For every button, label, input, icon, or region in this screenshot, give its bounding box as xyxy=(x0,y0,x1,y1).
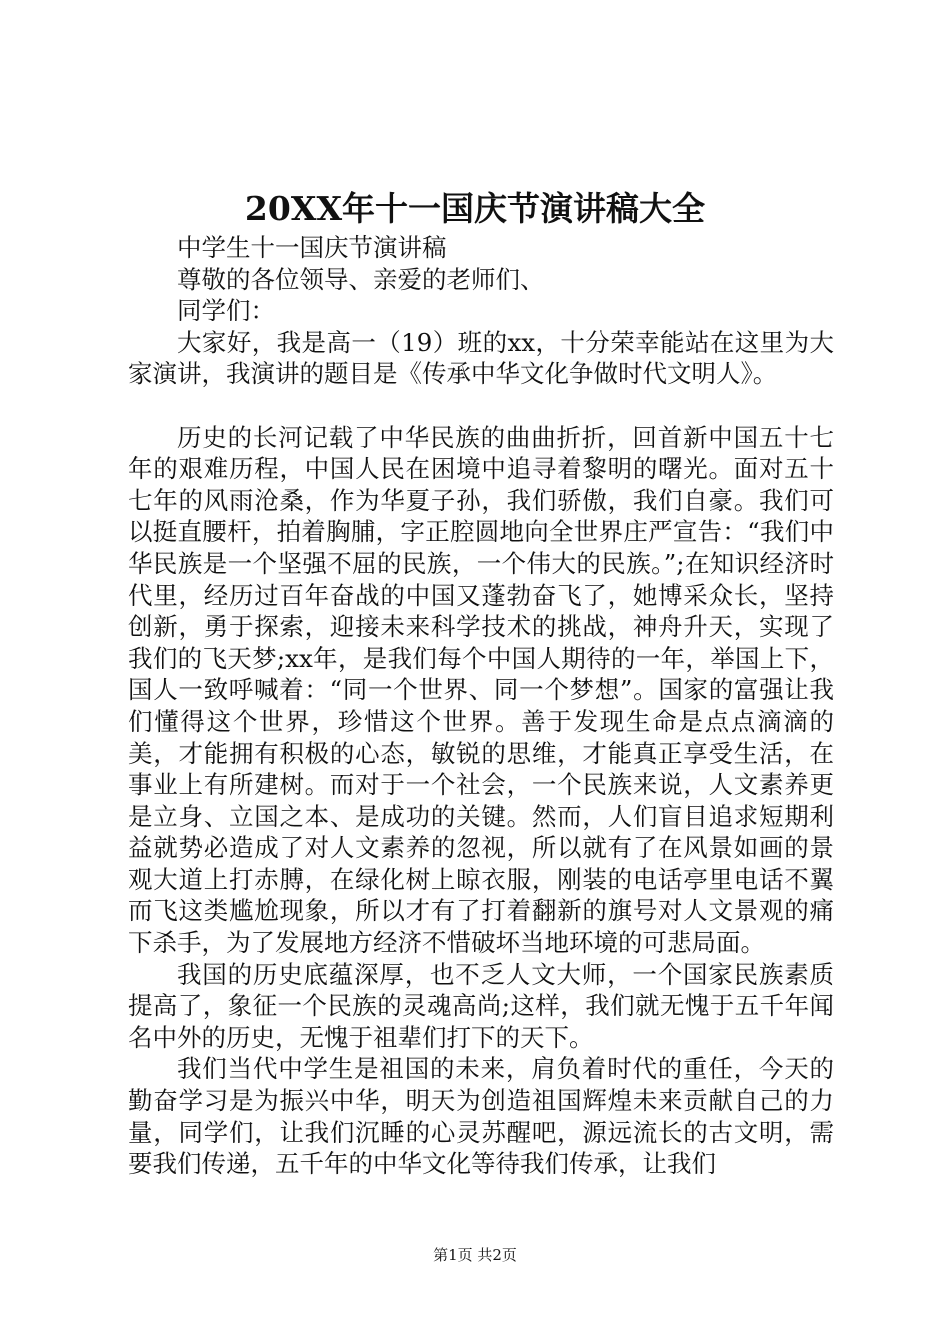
paragraph-salutation-1: 尊敬的各位领导、亲爱的老师们、 xyxy=(177,264,545,294)
paragraph-salutation-2: 同学们： xyxy=(177,296,275,326)
paragraph-history: 历史的长河记载了中华民族的曲曲折折，回首新中国五十七年的艰难历程，中国人民在困境中追寻着黎明的曙光。面对五十七年的风雨沧桑，作为华夏子孙，我们骄傲，我们自豪。我们可以挺直腰杆，拍着胸脯，字正腔圆地向全世界庄严宣告：“我们中华民族是一个坚强不屈的民族，一个伟大的民族。”;在知识经济时代里，经历过百年奋战的中国又蓬勃奋飞了，她博采众长，坚持创新，勇于探索，迎接未来科学技术的挑战，神舟升天，实现了我们的飞天梦;xx年，是我们每个中国人期待的一年，举国上下，国人一致呼喊着：“同一个世界、同一个梦想”。国家的富强让我们懂得这个世界，珍惜这个世界。善于发现生命是点点滴滴的美，才能拥有积极的心态，敏锐的思维，才能真正享受生活，在事业上有所建树。而对于一个社会，一个民族来说，人文素养更是立身、立国之本、是成功的关键。然而，人们盲目追求短期利益就势必造成了对人文素养的忽视，所以就有了在风景如画的景观大道上打赤膊，在绿化树上晾衣服，刚装的电话亭里电话不翼而飞这类尴尬现象，所以才有了打着翻新的旗号对人文景观的痛下杀手，为了发展地方经济不惜破坏当地环境的可悲局面。 xyxy=(128,422,834,958)
paragraph-subtitle: 中学生十一国庆节演讲稿 xyxy=(177,233,447,262)
document-title: 20XX年十一国庆节演讲稿大全 xyxy=(244,189,706,228)
paragraph-greeting: 大家好，我是高一（19）班的xx，十分荣幸能站在这里为大家演讲，我演讲的题目是《传承中华文化争做时代文明人》。 xyxy=(128,327,834,389)
paragraph-students: 我们当代中学生是祖国的未来，肩负着时代的重任，今天的勤奋学习是为振兴中华，明天为创造祖国辉煌未来贡献自己的力量，同学们，让我们沉睡的心灵苏醒吧，源远流长的古文明，需要我们传递，五千年的中华文化等待我们传承，让我们 xyxy=(128,1054,834,1179)
document-body xyxy=(128,232,834,1180)
page-footer: 第1页 共2页 xyxy=(433,1246,517,1264)
paragraph-heritage: 我国的历史底蕴深厚，也不乏人文大师，一个国家民族素质提高了，象征一个民族的灵魂高尚;这样，我们就无愧于五千年闻名中外的历史，无愧于祖辈们打下的天下。 xyxy=(128,959,834,1052)
